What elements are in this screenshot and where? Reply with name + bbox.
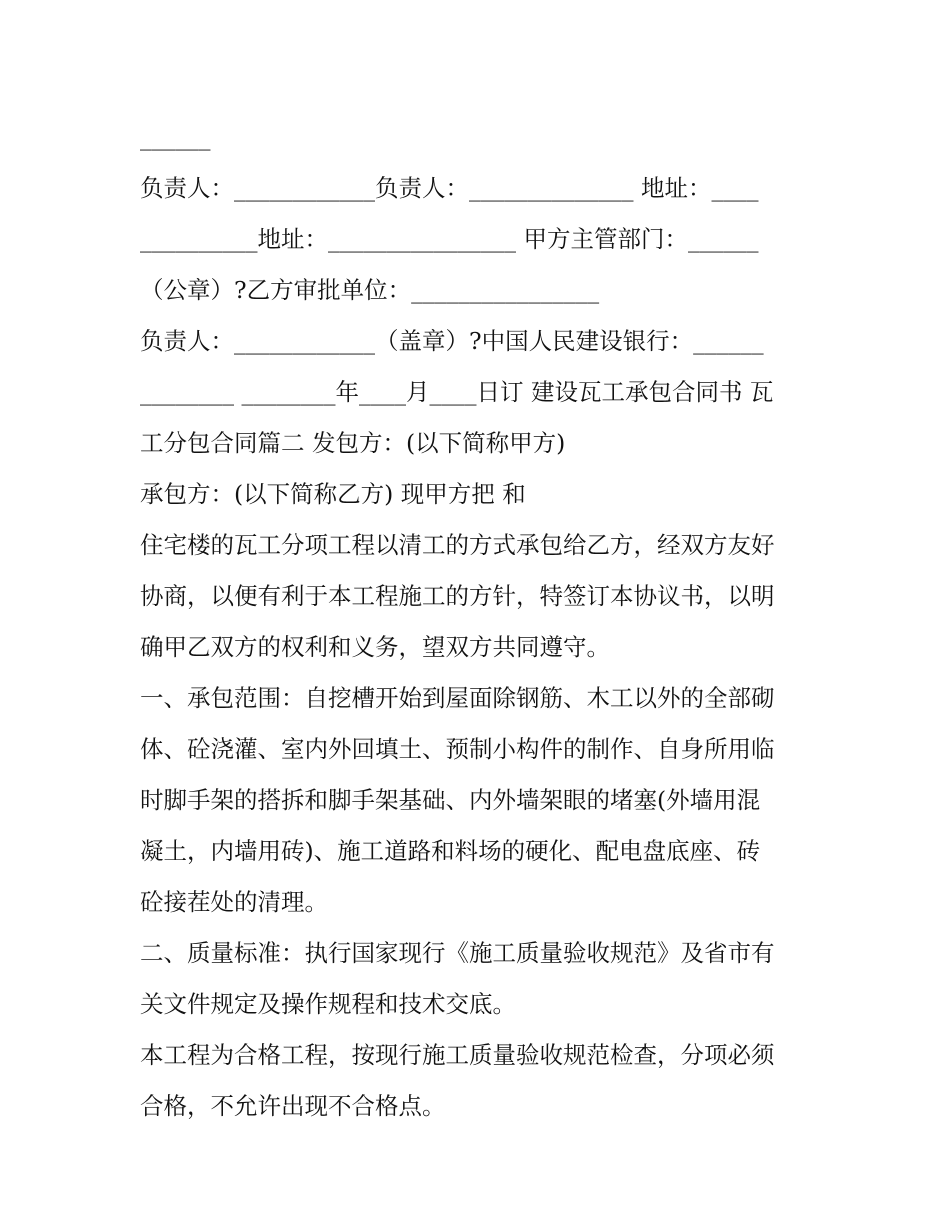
contract-text-body xyxy=(140,112,820,1132)
text-line-quality-1: 二、质量标准：执行国家现行《施工质量验收规范》及省市有 xyxy=(140,939,775,967)
text-line-scope-3: 时脚手架的搭拆和脚手架基础、内外墙架眼的堵塞(外墙用混 xyxy=(140,786,761,814)
text-line-scope-1: 一、承包范围：自挖槽开始到屋面除钢筋、木工以外的全部砌 xyxy=(140,684,775,712)
text-line-contractor: 承包方：(以下简称乙方) 现甲方把 和 xyxy=(140,480,526,508)
text-line-quality-3: 本工程为合格工程，按现行施工质量验收规范检查，分项必须 xyxy=(140,1041,775,1069)
text-line-signature-blank: ______ xyxy=(140,123,211,151)
text-line-employer: 工分包合同篇二 发包方：(以下简称甲方) xyxy=(140,429,566,457)
text-line-intro-2: 协商，以便有利于本工程施工的方针，特签订本协议书，以明 xyxy=(140,582,775,610)
text-line-seal-approval-unit: （公章）?乙方审批单位：________________ xyxy=(140,276,600,304)
text-line-date-title: ________ ________年____月____日订 建设瓦工承包合同书 瓦 xyxy=(140,378,774,406)
text-line-scope-5: 砼接茬处的清理。 xyxy=(140,888,328,916)
text-line-seal-bank: 负责人：____________（盖章）?中国人民建设银行：______ xyxy=(140,327,764,355)
text-line-intro-1: 住宅楼的瓦工分项工程以清工的方式承包给乙方，经双方友好 xyxy=(140,531,775,559)
text-line-scope-2: 体、砼浇灌、室内外回填土、预制小构件的制作、自身所用临 xyxy=(140,735,775,763)
text-line-quality-2: 关文件规定及操作规程和技术交底。 xyxy=(140,990,516,1018)
text-line-responsible-person-address: 负责人：____________负责人：______________ 地址：____ xyxy=(140,174,759,202)
text-line-scope-4: 凝土，内墙用砖)、施工道路和料场的硬化、配电盘底座、砖 xyxy=(140,837,761,865)
text-line-intro-3: 确甲乙双方的权利和义务，望双方共同遵守。 xyxy=(140,633,610,661)
text-line-address-authority: __________地址：________________ 甲方主管部门：______ xyxy=(140,225,759,253)
text-line-quality-4: 合格，不允许出现不合格点。 xyxy=(140,1092,446,1120)
